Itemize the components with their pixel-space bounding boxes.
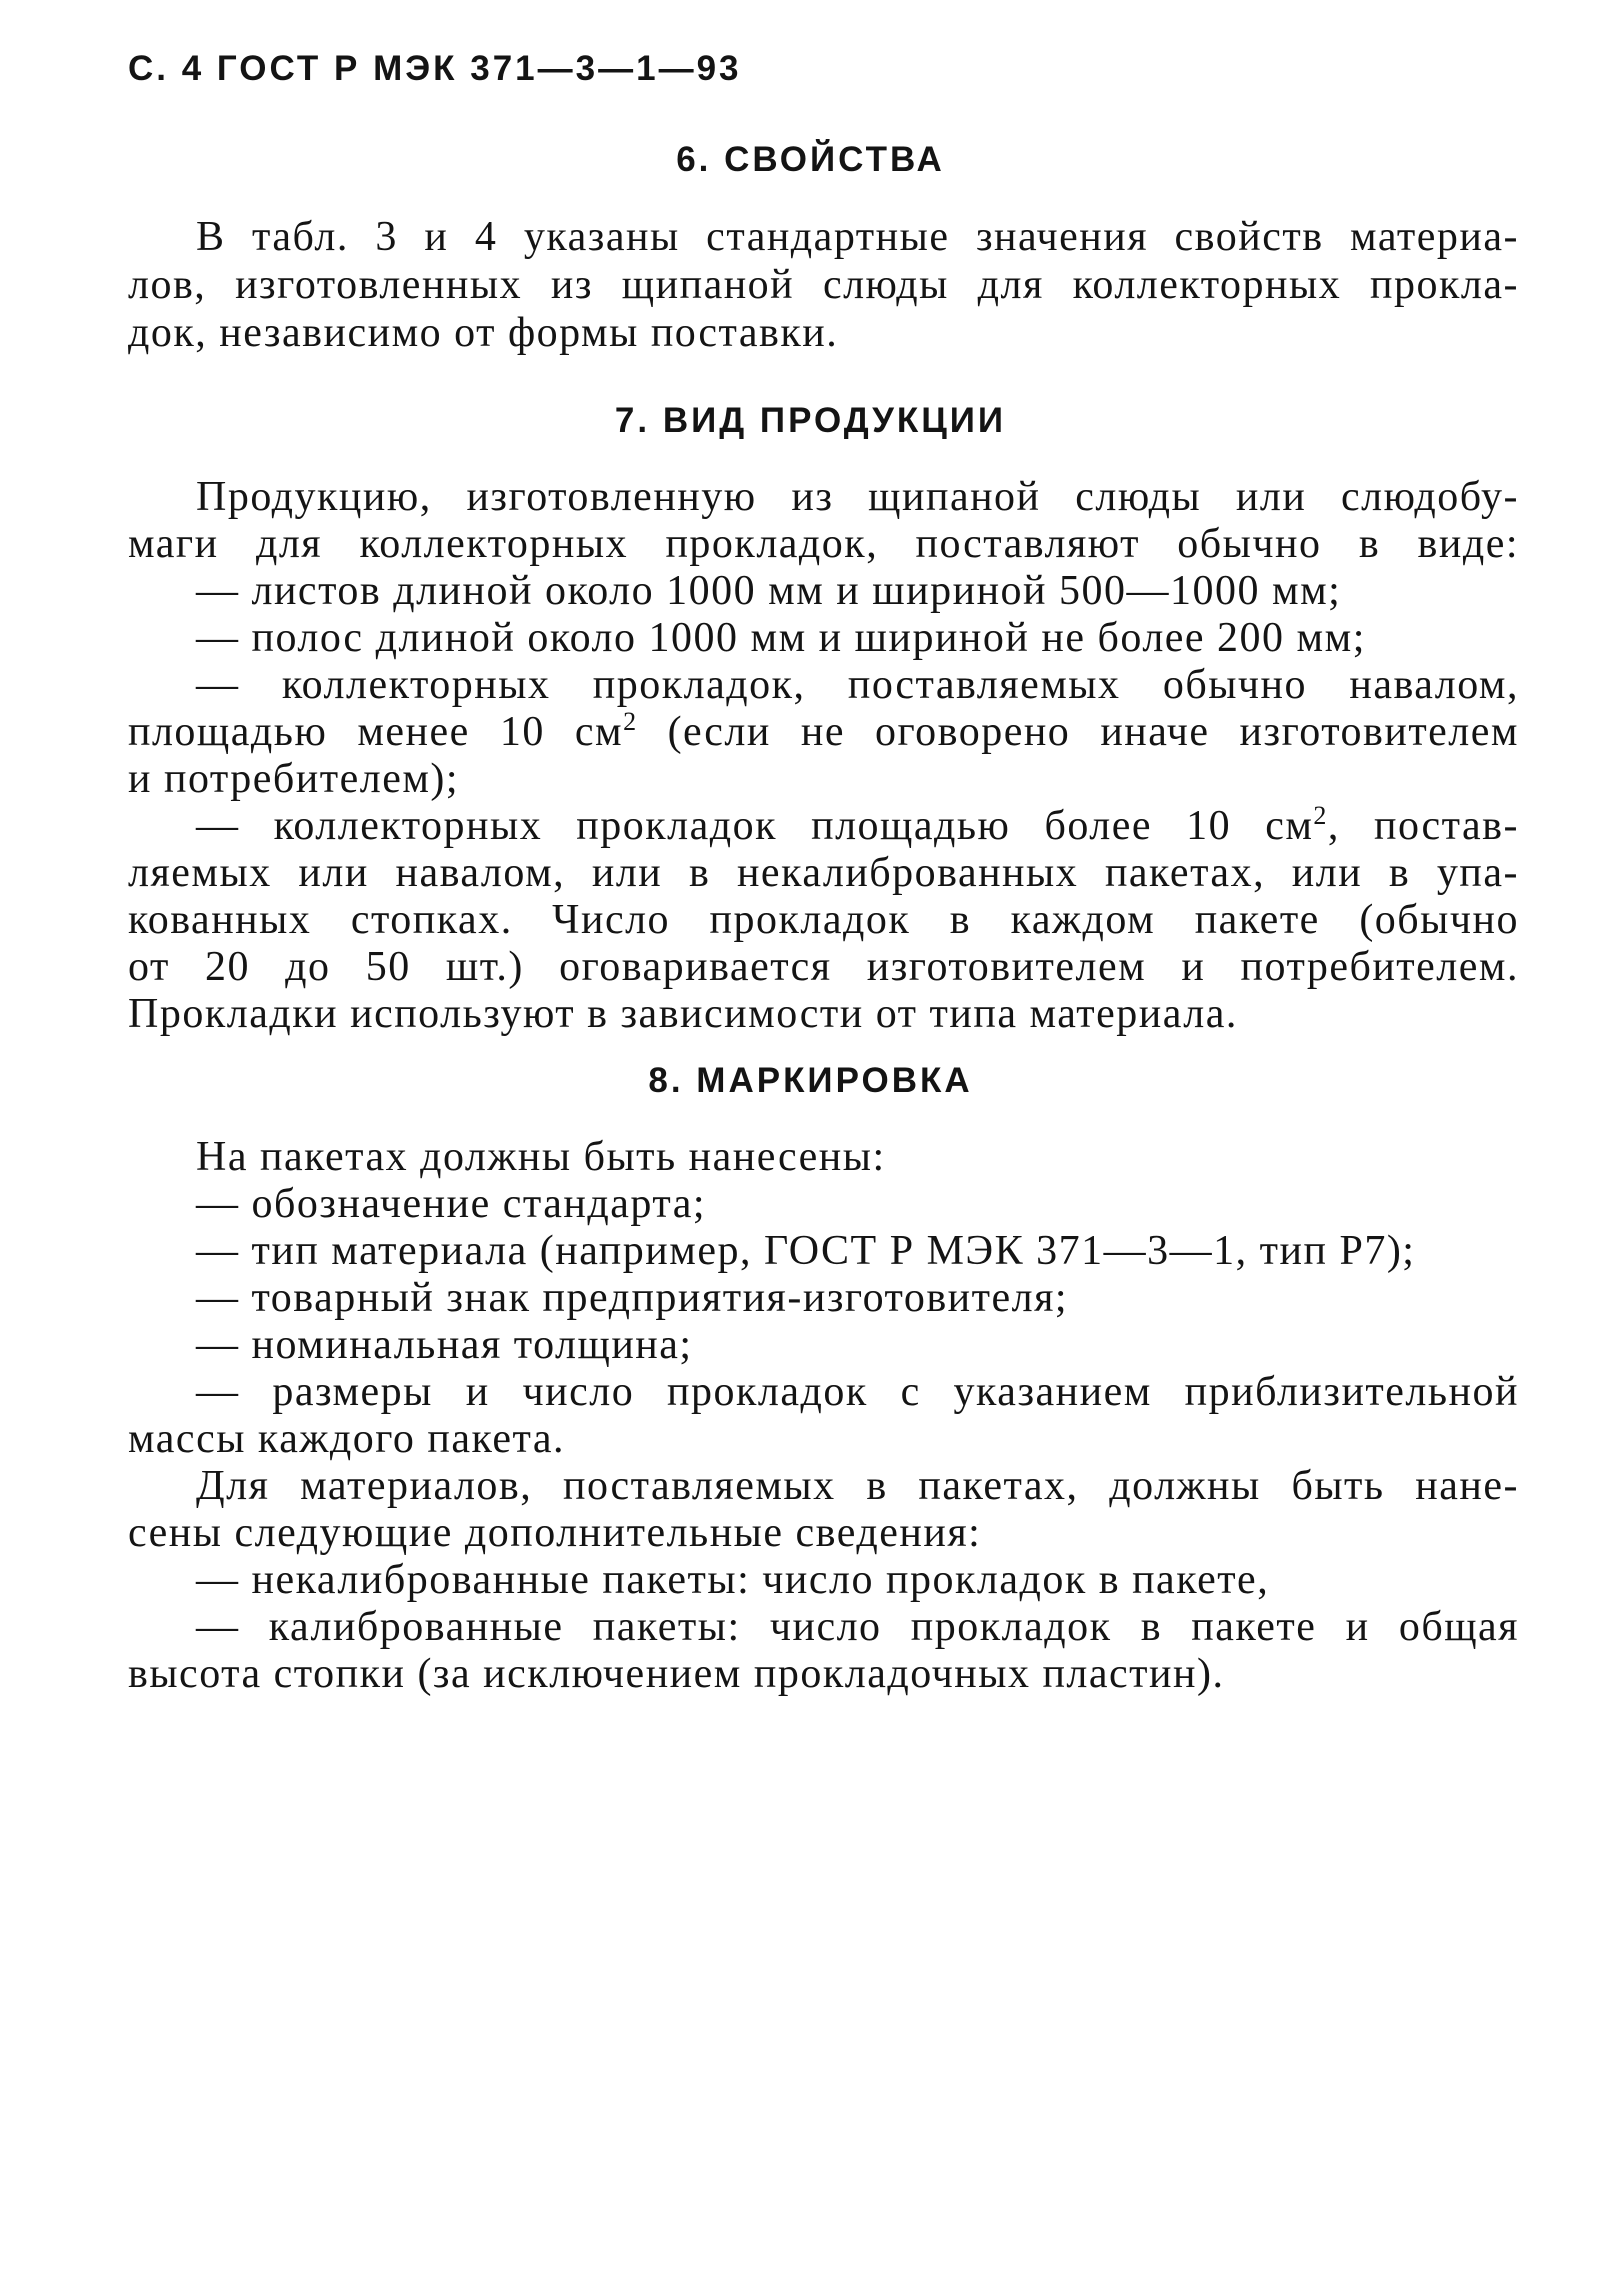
list-item: — листов длиной около 1000 мм и шириной 500—1000 мм;: [196, 568, 1342, 614]
section-6-heading: 6. СВОЙСТВА: [676, 140, 945, 179]
list-item: — некалиброванные пакеты: число прокладок в пакете,: [196, 1557, 1270, 1603]
paragraph-line: Продукцию, изготовленную из щипаной слюды или слюдобу-: [196, 474, 1519, 520]
list-item: — тип материала (например, ГОСТ Р МЭК 371—3—1, тип Р7);: [196, 1228, 1416, 1274]
paragraph-line: [128, 708, 1519, 756]
paragraph-line: маги для коллекторных прокладок, поставляют обычно в виде:: [128, 521, 1519, 567]
list-item: — размеры и число прокладок с указанием приблизительной: [196, 1369, 1519, 1415]
text-fragment: — коллекторных прокладок площадью более 10 см: [196, 803, 1314, 849]
paragraph-line: На пакетах должны быть нанесены:: [196, 1134, 886, 1180]
superscript: 2: [1313, 801, 1328, 830]
paragraph-line: лов, изготовленных из щипаной слюды для коллекторных прокла-: [128, 262, 1519, 308]
superscript: 2: [623, 707, 638, 736]
paragraph-line: и потребителем);: [128, 756, 460, 802]
paragraph-line: высота стопки (за исключением прокладочных пластин).: [128, 1651, 1225, 1697]
text-fragment: площадью менее 10 см: [128, 709, 624, 755]
running-header: С. 4 ГОСТ Р МЭК 371—3—1—93: [128, 49, 742, 88]
paragraph-line: кованных стопках. Число прокладок в каждом пакете (обычно: [128, 897, 1519, 943]
section-7-heading: 7. ВИД ПРОДУКЦИИ: [614, 401, 1007, 440]
list-item: [196, 802, 1519, 850]
list-item: — обозначение стандарта;: [196, 1181, 707, 1227]
list-item: — полос длиной около 1000 мм и шириной не более 200 мм;: [196, 615, 1366, 661]
section-8-heading: 8. МАРКИРОВКА: [648, 1061, 973, 1100]
paragraph-line: от 20 до 50 шт.) оговаривается изготовителем и потребителем.: [128, 944, 1519, 990]
paragraph-line: док, независимо от формы поставки.: [128, 310, 839, 356]
list-item: — коллекторных прокладок, поставляемых обычно навалом,: [196, 662, 1519, 708]
paragraph-line: В табл. 3 и 4 указаны стандартные значения свойств материа-: [196, 214, 1519, 260]
paragraph-line: ляемых или навалом, или в некалиброванных пакетах, или в упа-: [128, 850, 1519, 896]
text-fragment: , постав-: [1327, 803, 1519, 849]
text-fragment: (если не оговорено иначе изготовителем: [637, 709, 1519, 755]
paragraph-line: сены следующие дополнительные сведения:: [128, 1510, 982, 1556]
list-item: — товарный знак предприятия-изготовителя;: [196, 1275, 1069, 1321]
paragraph-line: Прокладки используют в зависимости от типа материала.: [128, 991, 1238, 1037]
paragraph-line: Для материалов, поставляемых в пакетах, должны быть нане-: [196, 1463, 1519, 1509]
paragraph-line: массы каждого пакета.: [128, 1416, 566, 1462]
list-item: — номинальная толщина;: [196, 1322, 693, 1368]
list-item: — калиброванные пакеты: число прокладок в пакете и общая: [196, 1604, 1519, 1650]
